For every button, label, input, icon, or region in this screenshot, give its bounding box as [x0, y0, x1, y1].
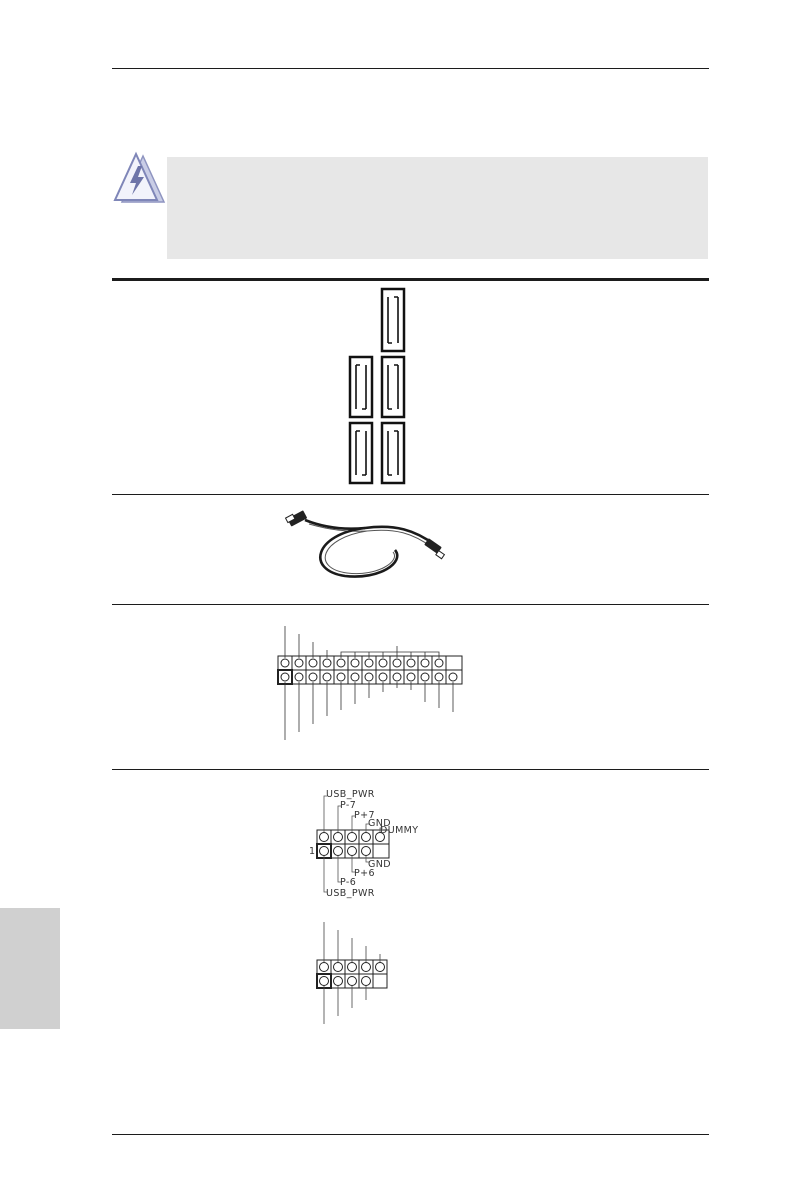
cable-connector-right — [424, 538, 444, 559]
pin-row-bottom — [281, 670, 457, 684]
usb-pin-label-p-minus-6: P-6 — [340, 877, 357, 888]
sata-port-bottom-right — [382, 423, 404, 483]
sata-port-mid-left — [350, 357, 372, 417]
warning-icon — [108, 150, 168, 210]
section-rule-2 — [112, 494, 709, 495]
usb-pin-label-p-plus-7: P+7 — [354, 810, 375, 821]
small-pin-header-diagram — [305, 918, 395, 1028]
language-side-tab — [0, 908, 60, 1029]
usb-pin-label-dummy: DUMMY — [380, 825, 419, 836]
usb-pin-label-p-plus-6: P+6 — [354, 868, 375, 879]
section-rule-4 — [112, 769, 709, 770]
usb-pin-label-gnd-bottom: GND — [368, 859, 391, 870]
sata-port-mid-right — [382, 357, 404, 417]
sata-cable-image — [285, 500, 465, 590]
section-rule-1 — [112, 278, 709, 281]
usb-pin-label-gnd-top: GND — [368, 818, 391, 829]
pin-row-top — [278, 656, 462, 670]
leader-lines-bottom — [285, 682, 453, 740]
section-rule-3 — [112, 604, 709, 605]
pin-header-diagram-large — [278, 624, 478, 744]
usb-pin-label-usb-pwr-top: USB_PWR — [326, 789, 375, 800]
small-header-leader-lines — [324, 922, 380, 1024]
usb-pin-label-usb-pwr-bottom: USB_PWR — [326, 888, 375, 899]
header-rule — [112, 68, 709, 69]
sata-connectors-diagram — [340, 287, 430, 487]
sata-port-bottom-left — [350, 423, 372, 483]
pin-one-marker: 1 — [309, 846, 316, 857]
footer-rule — [112, 1134, 709, 1135]
sata-port-top — [382, 289, 404, 351]
usb-pin-label-p-minus-7: P-7 — [340, 800, 357, 811]
leader-lines-top — [285, 626, 439, 658]
cable-connector-left — [286, 510, 308, 526]
notice-box — [167, 157, 708, 259]
